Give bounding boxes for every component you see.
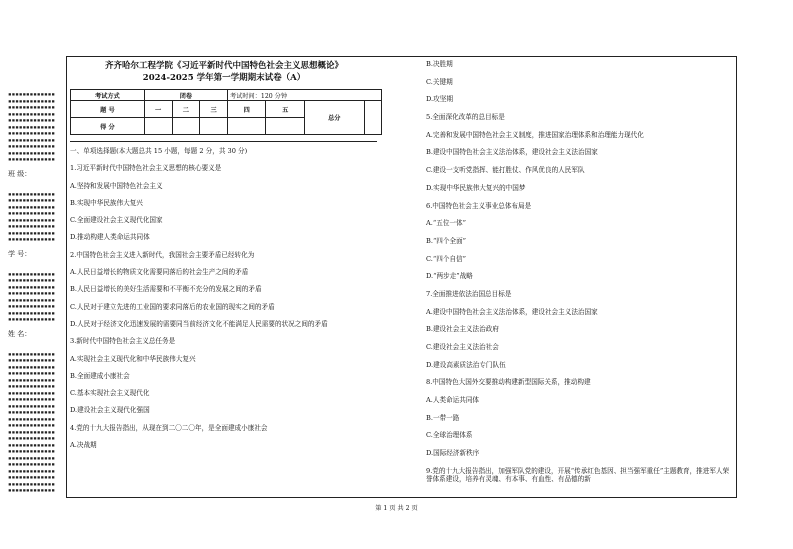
score-cell-4[interactable]	[227, 118, 265, 135]
page-number: 第 1 页 共 2 页	[375, 505, 418, 512]
total-label: 总分	[304, 101, 364, 135]
question-line: D.推动构建人类命运共同体	[70, 233, 150, 242]
question-line: C.全面建设社会主义现代化国家	[70, 216, 163, 225]
col-4: 四	[227, 101, 265, 118]
question-line: B.人民日益增长的美好生活需要和不平衡不充分的发展之间的矛盾	[70, 285, 262, 294]
score-cell-5[interactable]	[266, 118, 304, 135]
question-line: 6.中国特色社会主义事业总体布局是	[426, 201, 532, 210]
left-questions	[70, 147, 378, 449]
exam-term: 2024-2025 学年第一学期期末试卷（A）	[142, 73, 306, 83]
question-line: B.一带一路	[426, 413, 460, 422]
question-line: C.关键期	[426, 77, 453, 86]
class-label[interactable]: 班 级：	[8, 169, 32, 178]
question-line: 2.中国特色社会主义进入新时代，我国社会主要矛盾已经转化为	[70, 250, 255, 259]
question-line: B.决胜期	[426, 60, 453, 68]
question-line: D.“两步走”战略	[426, 272, 473, 281]
question-line: A.实现社会主义现代化和中华民族伟大复兴	[70, 354, 196, 363]
total-cell[interactable]	[364, 101, 381, 135]
divider	[70, 141, 377, 142]
question-line: C.全球治理体系	[426, 431, 473, 440]
question-line: D.建设高素质法治专门队伍	[426, 360, 506, 369]
question-line: C.建设一支听党指挥、能打胜仗、作风优良的人民军队	[426, 166, 585, 175]
score-cell-3[interactable]	[200, 118, 228, 135]
question-line: A.建设中国特色社会主义法治体系，建设社会主义法治国家	[426, 307, 598, 316]
question-line: D.人民对于经济文化迅速发展的需要同当前经济文化不能满足人民需要的状况之间的矛盾	[70, 319, 328, 328]
question-line: 8.中国特色大国外交要推动构建新型国际关系，推动构建	[426, 378, 591, 387]
score-cell-2[interactable]	[172, 118, 200, 135]
exam-time: 考试时间：120 分钟	[227, 90, 381, 101]
question-line: B.全面建成小康社会	[70, 371, 130, 380]
question-line: D.攻坚期	[426, 95, 453, 104]
question-line: C.基本实现社会主义现代化	[70, 389, 150, 398]
col-1: 一	[144, 101, 172, 118]
question-line: D.实现中华民族伟大复兴的中国梦	[426, 183, 526, 192]
question-line: 9.党的十九大报告指出，加强军队党的建设，开展“传承红色基因、担当强军重任”主题教育，推进军人荣誉体系建设，培养有灵魂、有本事、有血性、有品德的新	[426, 466, 730, 483]
question-line: C.建设社会主义法治社会	[426, 343, 499, 351]
name-label[interactable]: 姓 名：	[8, 329, 32, 338]
binding-dots-2: ▪▪▪▪▪▪▪▪▪▪▪▪▪ ▪▪▪▪▪▪▪▪▪▪▪▪▪ ▪▪▪▪▪▪▪▪▪▪▪▪▪ ▪▪▪▪▪▪▪▪▪▪▪▪▪ ▪▪▪▪▪▪▪▪▪▪▪▪▪ ▪▪▪▪▪▪▪▪▪▪▪▪▪ ▪▪▪▪▪▪▪▪▪▪▪▪▪ ▪▪▪▪▪▪▪▪▪▪▪▪▪	[8, 190, 55, 243]
score-label: 得 分	[71, 118, 145, 135]
question-line: B.建设社会主义法治政府	[426, 325, 499, 334]
question-line: A.坚持和发展中国特色社会主义	[70, 181, 163, 190]
question-line: 一、单项选择题(本大题总共 15 小题，每题 2 分，共 30 分)	[70, 147, 248, 155]
question-line: 7.全面推进依法治国总目标是	[426, 289, 512, 298]
question-line: A.人民日益增长的物质文化需要同落后的社会生产之间的矛盾	[70, 268, 249, 277]
question-line: 4.党的十九大报告指出，从现在到二〇二〇年，是全面建成小康社会	[70, 423, 268, 432]
binding-margin	[8, 92, 58, 527]
question-line: B.建设中国特色社会主义法治体系，建设社会主义法治国家	[426, 148, 598, 157]
question-line: A.完善和发展中国特色社会主义制度，推进国家治理体系和治理能力现代化	[426, 130, 644, 139]
exam-title: 齐齐哈尔工程学院《习近平新时代中国特色社会主义思想概论》	[104, 61, 343, 71]
left-column	[70, 60, 378, 458]
right-column	[426, 60, 736, 493]
binding-dots-3: ▪▪▪▪▪▪▪▪▪▪▪▪▪ ▪▪▪▪▪▪▪▪▪▪▪▪▪ ▪▪▪▪▪▪▪▪▪▪▪▪▪ ▪▪▪▪▪▪▪▪▪▪▪▪▪ ▪▪▪▪▪▪▪▪▪▪▪▪▪ ▪▪▪▪▪▪▪▪▪▪▪▪▪ ▪▪▪▪▪▪▪▪▪▪▪▪▪ ▪▪▪▪▪▪▪▪▪▪▪▪▪	[8, 270, 55, 323]
question-line: A.“五位一体”	[426, 219, 466, 228]
question-line: D.建设社会主义现代化强国	[70, 406, 150, 415]
question-line: 5.全面深化改革的总目标是	[426, 113, 505, 122]
id-label[interactable]: 学 号：	[8, 249, 32, 258]
question-line: 1.习近平新时代中国特色社会主义思想的核心要义是	[70, 164, 222, 173]
col-2: 二	[172, 101, 200, 118]
question-line: B.“四个全面”	[426, 236, 467, 245]
exam-form-value: 闭卷	[144, 90, 227, 101]
binding-dots-1: ▪▪▪▪▪▪▪▪▪▪▪▪▪ ▪▪▪▪▪▪▪▪▪▪▪▪▪ ▪▪▪▪▪▪▪▪▪▪▪▪▪ ▪▪▪▪▪▪▪▪▪▪▪▪▪ ▪▪▪▪▪▪▪▪▪▪▪▪▪ ▪▪▪▪▪▪▪▪▪▪▪▪▪ ▪▪▪▪▪▪▪▪▪▪▪▪▪ ▪▪▪▪▪▪▪▪▪▪▪▪▪ ▪▪▪▪▪▪▪▪▪▪▪▪▪ ▪▪▪▪▪▪▪▪▪▪▪▪▪ ▪▪▪▪▪▪▪▪▪▪▪▪▪	[8, 91, 55, 163]
question-number-label: 题 号	[71, 101, 145, 118]
col-5: 五	[266, 101, 304, 118]
question-line: B.实现中华民族伟大复兴	[70, 198, 143, 207]
question-line: C.人民对于建立先进的工业国的要求同落后的农业国的现实之间的矛盾	[70, 302, 275, 311]
question-line: C.“四个自信”	[426, 254, 467, 263]
exam-form-label: 考试方式	[71, 90, 145, 101]
question-line: A.人类命运共同体	[426, 396, 480, 405]
col-3: 三	[200, 101, 228, 118]
binding-dots-4: ▪▪▪▪▪▪▪▪▪▪▪▪▪ ▪▪▪▪▪▪▪▪▪▪▪▪▪ ▪▪▪▪▪▪▪▪▪▪▪▪▪ ▪▪▪▪▪▪▪▪▪▪▪▪▪ ▪▪▪▪▪▪▪▪▪▪▪▪▪ ▪▪▪▪▪▪▪▪▪▪▪▪▪ ▪▪▪▪▪▪▪▪▪▪▪▪▪ ▪▪▪▪▪▪▪▪▪▪▪▪▪ ▪▪▪▪▪▪▪▪▪▪▪▪▪ ▪▪▪▪▪▪▪▪▪▪▪▪▪ ▪▪▪▪▪▪▪▪▪▪▪▪▪ ▪▪▪▪▪▪▪▪▪▪▪▪▪ ▪▪▪▪▪▪▪▪▪▪▪▪▪ ▪▪▪▪▪▪▪▪▪▪▪▪▪ ▪▪▪▪▪▪▪▪▪▪▪▪▪ ▪▪▪▪▪▪▪▪▪▪▪▪▪ ▪▪▪▪▪▪▪▪▪▪▪▪▪ ▪▪▪▪▪▪▪▪▪▪▪▪▪ ▪▪▪▪▪▪▪▪▪▪▪▪▪ ▪▪▪▪▪▪▪▪▪▪▪▪▪ ▪▪▪▪▪▪▪▪▪▪▪▪▪ ▪▪▪▪▪▪▪▪▪▪▪▪▪	[8, 350, 55, 494]
question-line: D.国际经济新秩序	[426, 449, 480, 458]
question-line: A.决战期	[70, 441, 97, 450]
score-table	[70, 89, 382, 135]
question-line: 3.新时代中国特色社会主义总任务是	[70, 337, 176, 346]
score-cell-1[interactable]	[144, 118, 172, 135]
